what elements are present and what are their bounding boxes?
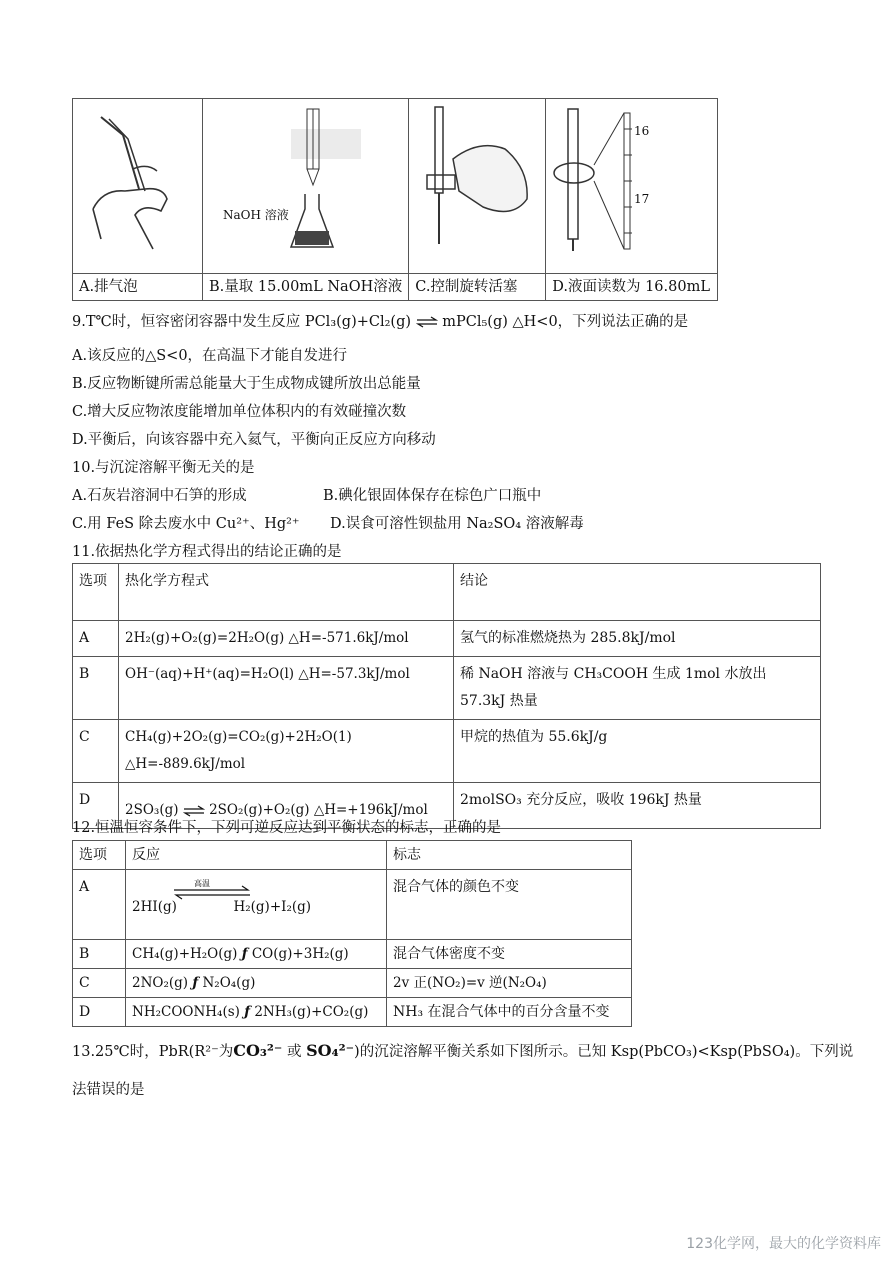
q10-option-b: B.碘化银固体保存在棕色广口瓶中 [323,488,542,504]
q10-option-d: D.误食可溶性钡盐用 Na₂SO₄ 溶液解毒 [330,516,584,532]
q11-row-a-equation: 2H₂(g)+O₂(g)=2H₂O(g) △H=-571.6kJ/mol [119,621,454,657]
q12-header-reaction: 反应 [126,841,387,870]
tick-16: 16 [634,124,650,138]
q12-header-option: 选项 [73,841,126,870]
tick-17: 17 [634,192,650,206]
q9-stem-a: 9.T℃时，恒容密闭容器中发生反应 PCl₃(g)+Cl₂(g) [72,314,412,330]
reversible-f-icon: ƒ [241,946,248,962]
q11-header-equation: 热化学方程式 [119,564,454,621]
q11-row-d-conclusion: 2molSO₃ 充分反应，吸收 196kJ 热量 [454,783,821,829]
q13-stem: 13.25℃时，PbR(R²⁻为CO₃²⁻ 或 SO₄²⁻)的沉淀溶解平衡关系如下图所示。已知 Ksp(PbCO₃)<Ksp(PbSO₄)。下列说 [72,1041,854,1060]
caption-c: C.控制旋转活塞 [409,274,546,301]
q10-option-c: C.用 FeS 除去废水中 Cu²⁺、Hg²⁺ [72,516,300,532]
q10-stem: 10.与沉淀溶解平衡无关的是 [72,460,255,476]
q11-row-d-option: D [73,783,119,829]
so4-ion: SO₄²⁻ [306,1041,355,1060]
caption-b: B.量取 15.00mL NaOH溶液 [203,274,409,301]
svg-text:高温: 高温 [194,879,210,888]
q9-option-b: B.反应物断键所需总能量大于生成物成键所放出总能量 [72,376,421,392]
measure-naoh-image [203,99,405,263]
stopcock-image [409,99,545,263]
q9-stem-b: mPCl₅(g) △H<0，下列说法正确的是 [442,314,689,330]
q12-row-d-reaction: NH₂COONH₄(s) ƒ 2NH₃(g)+CO₂(g) [126,998,387,1027]
q12-table [72,840,632,1027]
watermark: 123化学网，最大的化学资料库 [686,1236,881,1252]
q11-row-c-option: C [73,720,119,783]
q12-row-c-mark: 2v 正(NO₂)=v 逆(N₂O₄) [387,969,632,998]
q13-stem-continued: 法错误的是 [72,1082,145,1098]
q12-row-c-reaction: 2NO₂(g) ƒ N₂O₄(g) [126,969,387,998]
q11-row-c-equation: CH₄(g)+2O₂(g)=CO₂(g)+2H₂O(1) △H=-889.6kJ/mol [119,720,454,783]
q11-row-c-conclusion: 甲烷的热值为 55.6kJ/g [454,720,821,783]
q11-row-d-equation: 2SO₃(g) 2SO₂(g)+O₂(g) △H=+196kJ/mol [119,783,454,829]
q9-option-d: D.平衡后，向该容器中充入氦气，平衡向正反应方向移动 [72,432,436,448]
q11-table [72,563,821,829]
q11-row-b-equation: OH⁻(aq)+H⁺(aq)=H₂O(l) △H=-57.3kJ/mol [119,657,454,720]
q11-header-conclusion: 结论 [454,564,821,621]
equilibrium-arrows-icon [416,316,438,328]
caption-d: D.液面读数为 16.80mL [546,274,718,301]
q12-row-a-option: A [73,870,126,940]
reversible-f-icon: ƒ [192,975,199,991]
caption-a: A.排气泡 [73,274,203,301]
image-cell-b [203,99,409,274]
q11-row-a-conclusion: 氢气的标准燃烧热为 285.8kJ/mol [454,621,821,657]
naoh-label: NaOH 溶液 [223,208,289,222]
q12-stem: 12.恒温恒容条件下，下列可逆反应达到平衡状态的标志，正确的是 [72,820,502,836]
reversible-f-icon: ƒ [244,1004,251,1020]
q11-stem: 11.依据热化学方程式得出的结论正确的是 [72,544,342,560]
q12-row-d-mark: NH₃ 在混合气体中的百分含量不变 [387,998,632,1027]
burette-reading-image [546,99,717,263]
q12-row-c-option: C [73,969,126,998]
equilibrium-arrows-icon [183,805,205,817]
q11-row-b-conclusion: 稀 NaOH 溶液与 CH₃COOH 生成 1mol 水放出 57.3kJ 热量 [454,657,821,720]
q12-header-mark: 标志 [387,841,632,870]
q9-option-a: A.该反应的△S<0，在高温下才能自发进行 [72,348,348,364]
q12-row-b-mark: 混合气体密度不变 [387,940,632,969]
apparatus-table [72,98,718,301]
q12-row-b-option: B [73,940,126,969]
q12-row-a-mark: 混合气体的颜色不变 [387,870,632,940]
q12-row-d-option: D [73,998,126,1027]
image-cell-c [409,99,546,274]
q12-row-b-reaction: CH₄(g)+H₂O(g) ƒ CO(g)+3H₂(g) [126,940,387,969]
q12-row-a-reaction: 高温 2HI(g) H₂(g)+I₂(g) [126,870,387,940]
q11-row-a-option: A [73,621,119,657]
image-cell-a [73,99,203,274]
q9-option-c: C.增大反应物浓度能增加单位体积内的有效碰撞次数 [72,404,407,420]
image-cell-d [546,99,718,274]
co3-ion: CO₃²⁻ [233,1041,283,1060]
high-temp-arrows-icon [172,878,252,900]
q10-option-a: A.石灰岩溶洞中石笋的形成 [72,488,247,504]
burette-bubble-image [73,99,202,263]
q11-header-option: 选项 [73,564,119,621]
q9-stem [72,310,688,331]
q11-row-b-option: B [73,657,119,720]
